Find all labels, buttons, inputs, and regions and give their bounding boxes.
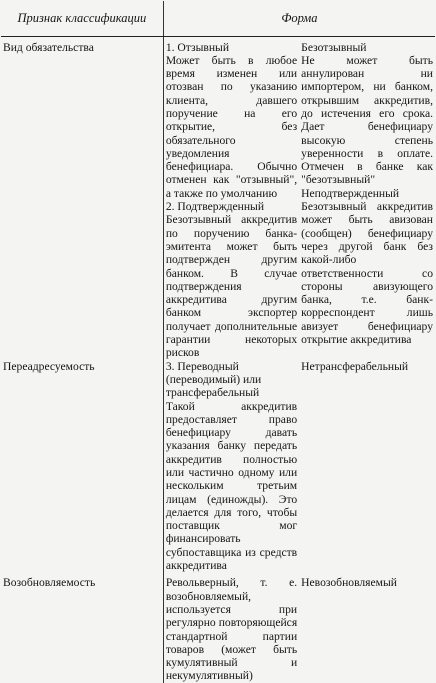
form-description: Безотзывный аккредитив по поручению банка-эмитента может быть подтвержден другим банком. В случае подтверждения аккредитива другим банком экспортер получает дополнительные гарантии некоторых рисков	[165, 213, 298, 360]
form-title: Безотзывный	[301, 40, 367, 54]
form-cell	[163, 572, 299, 682]
form-title: 2. Подтвержденный	[165, 200, 265, 214]
header-criterion: Признак классификации	[1, 1, 163, 36]
form-title: 1. Отзывный	[165, 40, 230, 54]
form-description: Не может быть аннулирован ни импортером, ни банком, открывшим аккредитив, до истечения его срока. Дает бенефициару высокую степень уверенности в оплате. Отмечен в банке как "безотзывный"	[301, 53, 433, 187]
header-form: Форма	[163, 1, 435, 36]
table-row	[1, 572, 435, 682]
form-cell	[299, 572, 435, 682]
form-cell	[163, 36, 299, 360]
form-title: 3. Переводный (переводимый) или трансферабельный	[165, 359, 262, 400]
form-description: Револьверный, т. е. возобновляемый, используется при регулярно повторяющейся стандартной партии товаров (может быть кумулятивный и некумулятивный)	[165, 576, 298, 683]
table-row	[1, 36, 435, 360]
form-cell	[163, 360, 299, 573]
form-description: Безотзывный аккредитив может быть авизован (сообщен) бенефициару через другой банк без какой-либо ответственности со стороны авизующего банка, т.е. банк-корреспондент лишь авизует бенефициару открытие аккредитива	[301, 200, 433, 347]
row-criterion: Вид обязательства	[1, 36, 163, 360]
table-row	[1, 360, 435, 573]
form-title: Невозобновляемый	[301, 576, 397, 590]
form-title: Нетрансферабельный	[301, 359, 409, 373]
row-criterion: Переадресуемость	[1, 360, 163, 573]
table-header-row	[1, 1, 435, 36]
form-description: Такой аккредитив предоставляет право бенефициару давать указания банку передать аккредитив полностью или частично одному или нескольким третьим лицам (единожды). Это делается для того, чтобы поставщик мог финансировать субпоставщика из средств аккредитива	[165, 399, 298, 573]
form-cell	[299, 360, 435, 573]
row-criterion: Возобновляемость	[1, 572, 163, 682]
form-title: Неподтвержденный	[301, 186, 400, 200]
form-cell	[299, 36, 435, 360]
form-description: Может быть в любое время изменен или отозван по указанию клиента, давшего поручение на его открытие, без обязательного уведомления бенефициара. Обычно отменен как "отзывный", а также по умолчанию	[165, 53, 298, 200]
classification-table	[1, 1, 435, 683]
